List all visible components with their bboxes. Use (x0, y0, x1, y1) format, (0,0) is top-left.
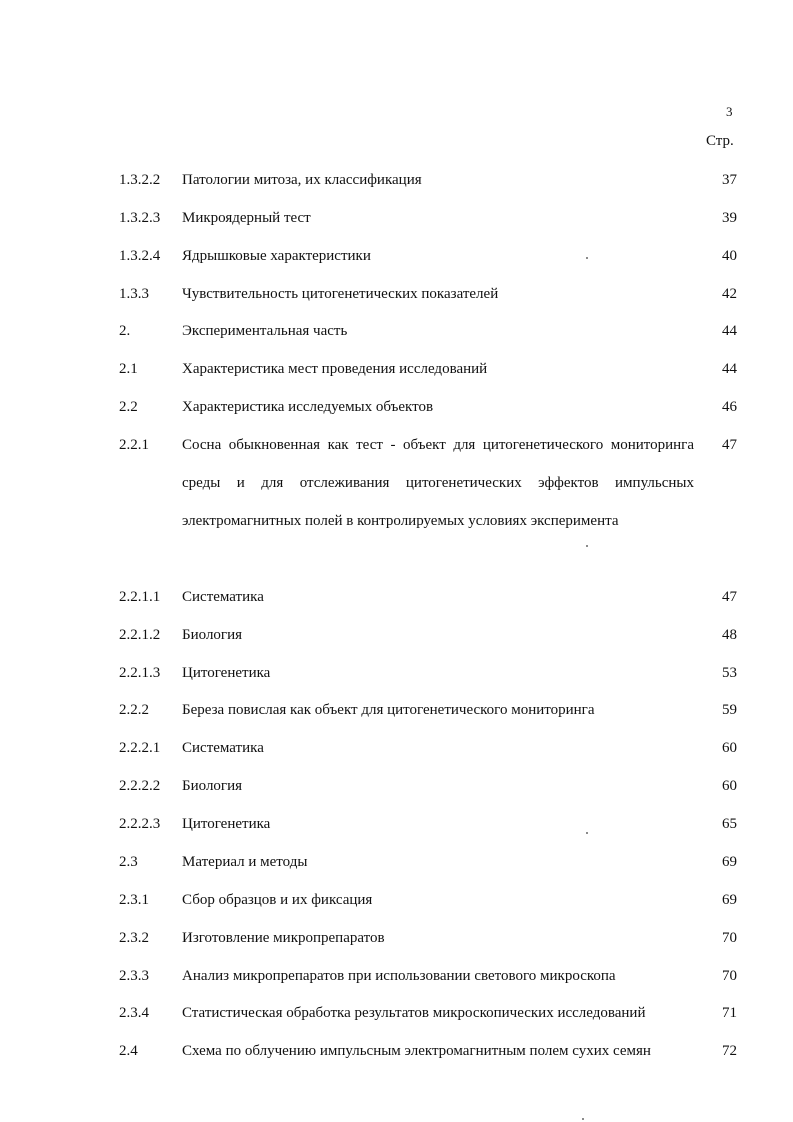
toc-entry-number: 2.4 (119, 1043, 138, 1059)
toc-entry-title: Береза повислая как объект для цитогенетического мониторинга (182, 702, 595, 718)
toc-entry-number: 2.3.1 (119, 892, 149, 908)
toc-entry-page: 69 (722, 892, 737, 908)
toc-entry-number: 2. (119, 323, 131, 339)
toc-entry-title: Характеристика исследуемых объектов (182, 399, 434, 415)
toc-entry-title: Статистическая обработка результатов микроскопических исследований (182, 1005, 646, 1021)
toc-entry-title: Анализ микропрепаратов при использовании светового микроскопа (182, 968, 616, 984)
toc-entry-number: 2.2.2 (119, 702, 149, 718)
toc-entry-title: Цитогенетика (182, 665, 271, 681)
toc-entry-page: 37 (722, 172, 737, 188)
toc-entry-page: 46 (722, 399, 737, 415)
page-number: 3 (726, 104, 733, 119)
toc-entry-page: 40 (722, 248, 737, 264)
toc-entry-number: 2.3.2 (119, 930, 149, 946)
toc-entry-page: 72 (722, 1043, 737, 1059)
toc-entry-title: Чувствительность цитогенетических показателей (182, 286, 499, 302)
toc-entry-page: 39 (722, 210, 737, 226)
scan-speck (586, 545, 588, 547)
toc-entry-number: 1.3.2.2 (119, 172, 161, 188)
toc-entry-page: 65 (722, 816, 737, 832)
toc-entry-title: Сбор образцов и их фиксация (182, 892, 373, 908)
toc-entry-page: 60 (722, 778, 737, 794)
toc-entry-number: 2.3.4 (119, 1005, 149, 1021)
toc-entry-title: Биология (182, 627, 243, 643)
toc-entry-number: 2.2.2.3 (119, 816, 161, 832)
toc-entry-number: 2.1 (119, 361, 138, 377)
toc-entry-page: 59 (722, 702, 737, 718)
page-column-header: Стр. (706, 133, 734, 149)
scan-speck (582, 1118, 584, 1120)
toc-entry-number: 2.2.2.2 (119, 778, 161, 794)
toc-entry-number: 1.3.2.4 (119, 248, 161, 264)
toc-entry-number: 2.2.1.3 (119, 665, 161, 681)
toc-entry-title: Материал и методы (182, 854, 308, 870)
toc-entry-page: 53 (722, 665, 737, 681)
toc-entry-number: 2.2 (119, 399, 138, 415)
toc-entry-page: 69 (722, 854, 737, 870)
toc-entry-number: 2.3 (119, 854, 138, 870)
toc-entry-number: 2.2.1.2 (119, 627, 161, 643)
toc-entry-number: 1.3.3 (119, 286, 149, 302)
toc-entry-page: 47 (722, 437, 737, 453)
toc-entry-page: 48 (722, 627, 737, 643)
toc-entry-title: Характеристика мест проведения исследований (182, 361, 488, 377)
toc-entry-title: Изготовление микропрепаратов (182, 930, 385, 946)
toc-entry-page: 70 (722, 968, 737, 984)
toc-entry-title: Систематика (182, 589, 264, 605)
toc-entry-number: 1.3.2.3 (119, 210, 161, 226)
toc-entry-page: 60 (722, 740, 737, 756)
toc-entry-title: Схема по облучению импульсным электромагнитным полем сухих семян (182, 1043, 651, 1059)
toc-entry-title: Цитогенетика (182, 816, 271, 832)
toc-entry-page: 71 (722, 1005, 737, 1021)
toc-entry-number: 2.2.1.1 (119, 589, 161, 605)
toc-entry-number: 2.2.2.1 (119, 740, 161, 756)
toc-entry-title: Микроядерный тест (182, 210, 311, 226)
scan-speck (586, 257, 588, 259)
toc-entry-number: 2.2.1 (119, 437, 149, 453)
toc-entry-page: 42 (722, 286, 737, 302)
toc-entry-page: 70 (722, 930, 737, 946)
toc-entry-title: Экспериментальная часть (182, 323, 348, 339)
toc-entry-number: 2.3.3 (119, 968, 149, 984)
scan-speck (586, 832, 588, 834)
toc-entry-title: Систематика (182, 740, 264, 756)
toc-entry-title: Патологии митоза, их классификация (182, 172, 422, 188)
toc-entry-title: Ядрышковые характеристики (182, 248, 371, 264)
toc-entry-title: Биология (182, 778, 243, 794)
toc-entry-page: 44 (722, 361, 737, 377)
toc-entry-page: 47 (722, 589, 737, 605)
toc-entry-title: Сосна обыкновенная как тест - объект для цитогенетического мониторинга среды и для отслеживания цитогенетических эффектов импульсных электромагнитных полей в контролируемых условиях эксперимента (182, 437, 694, 529)
toc-entry-page: 44 (722, 323, 737, 339)
